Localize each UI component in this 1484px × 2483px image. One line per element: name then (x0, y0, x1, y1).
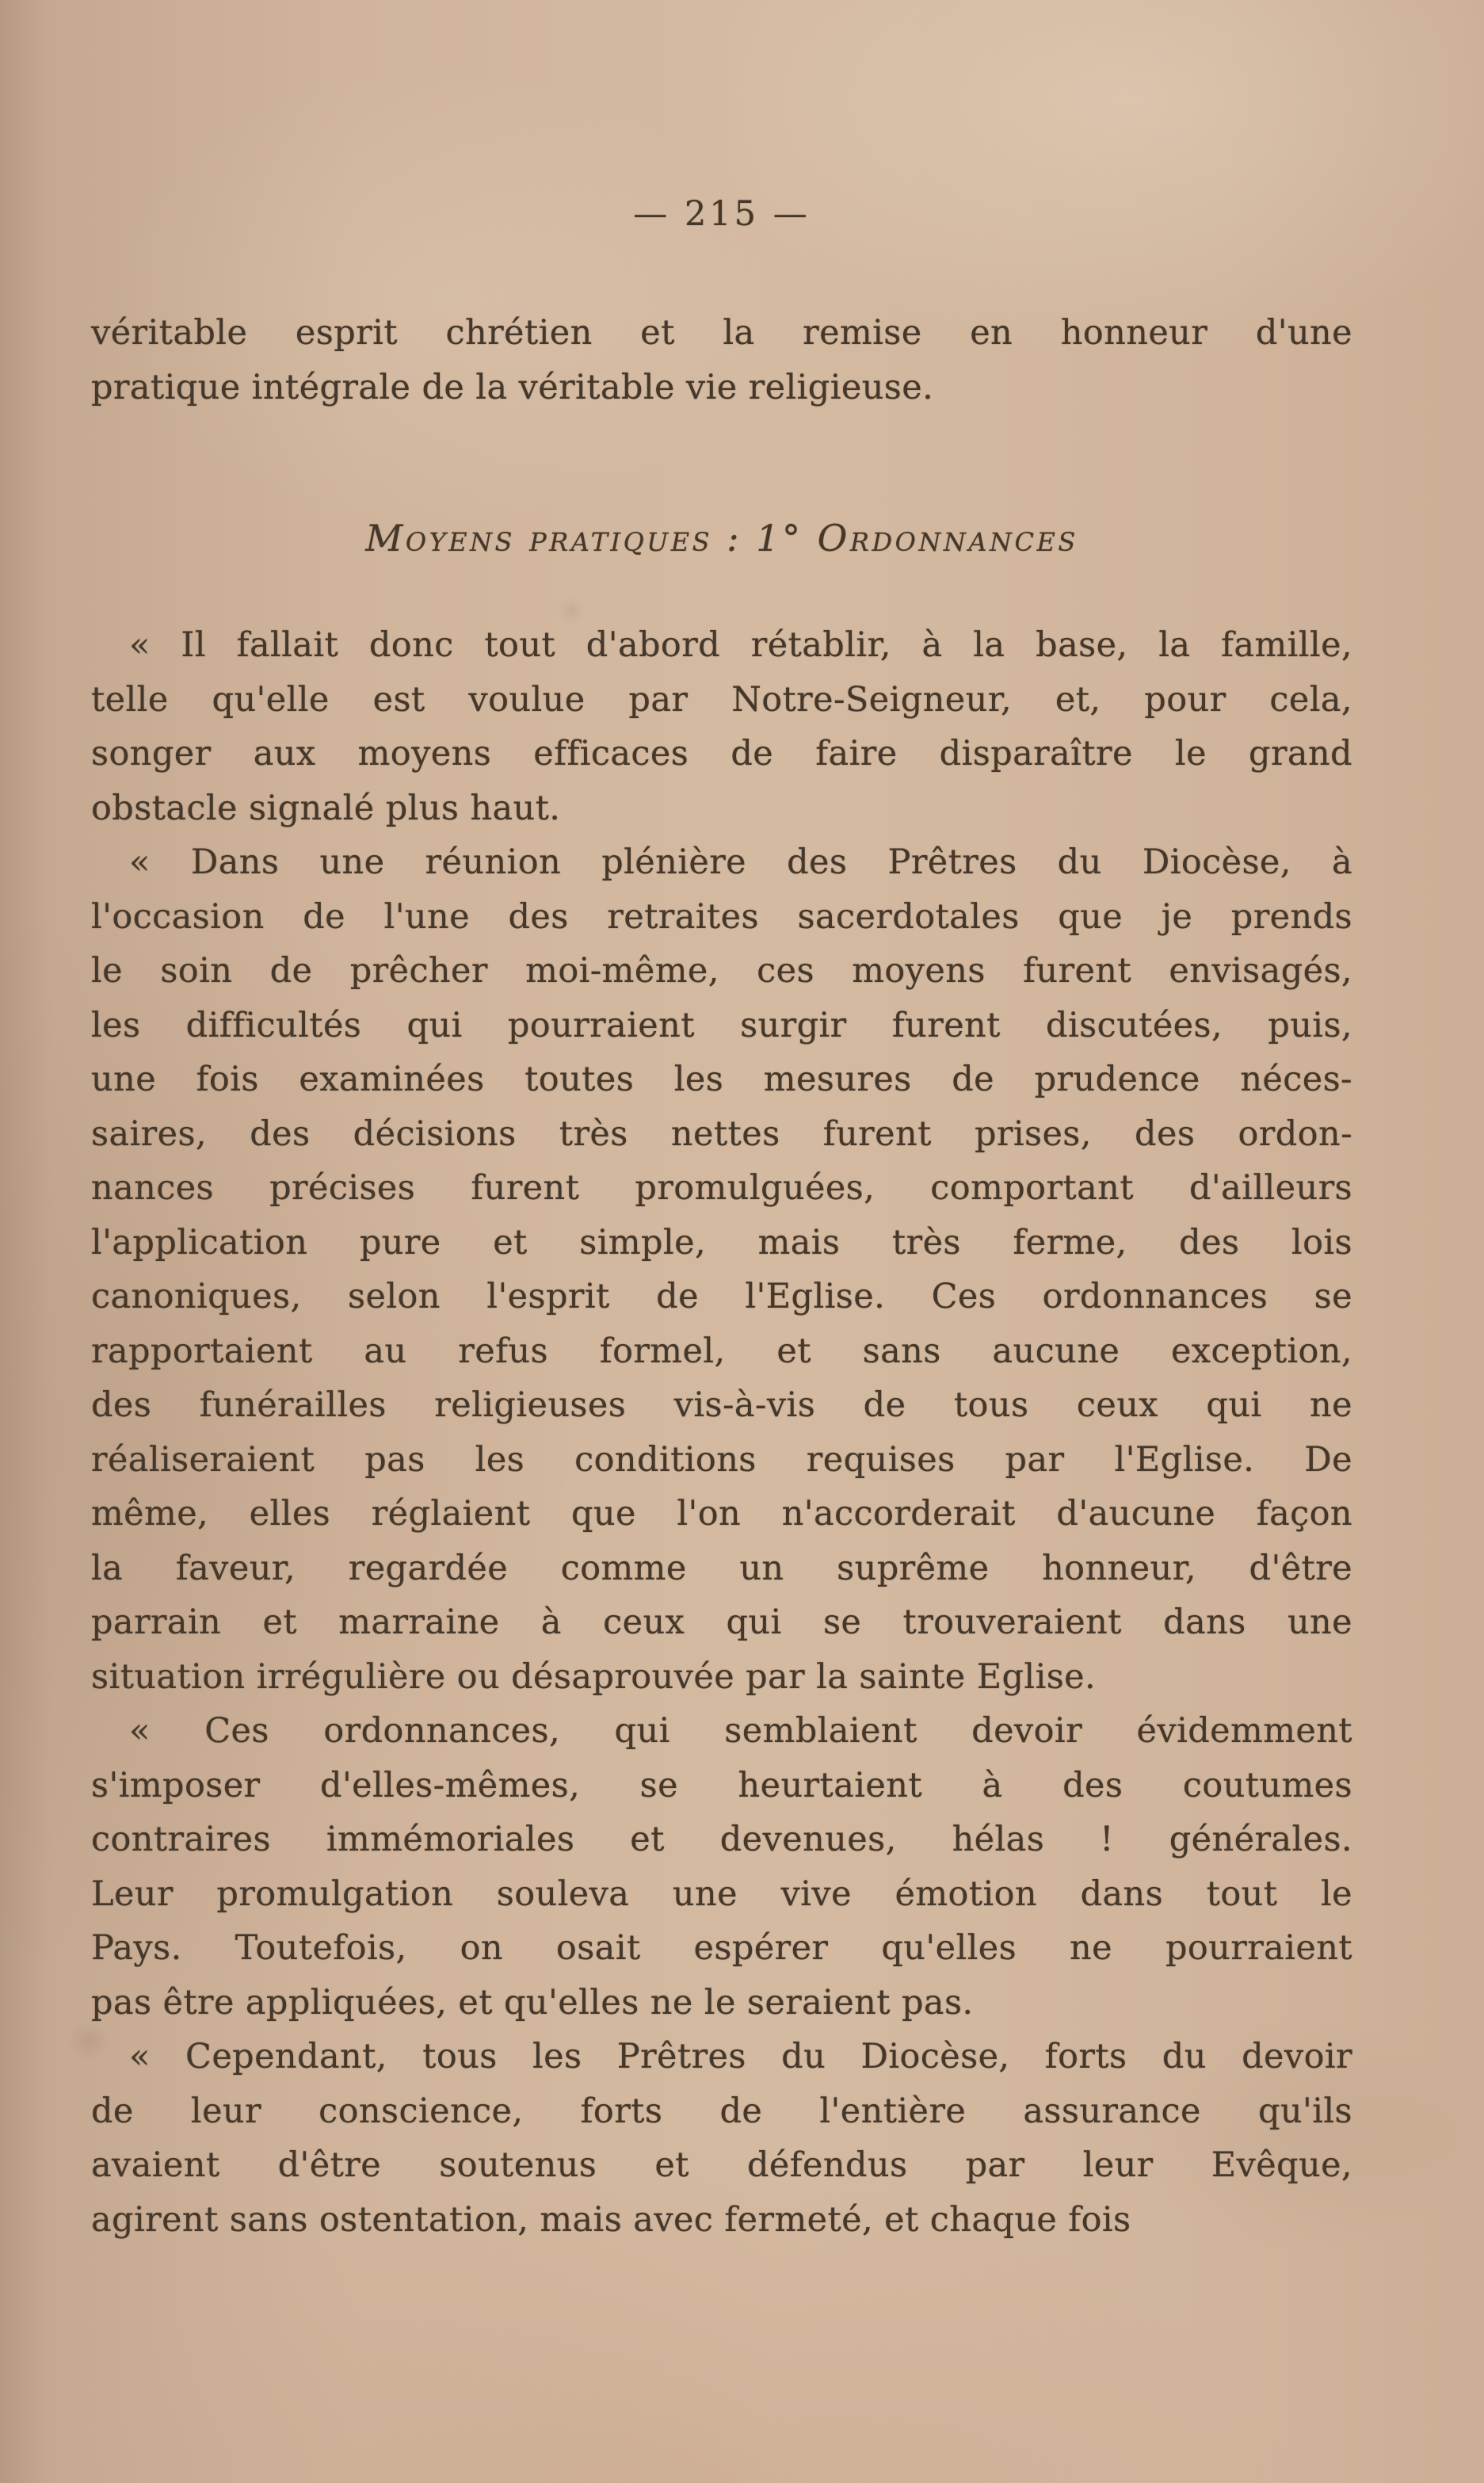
text-line: saires, des décisions très nettes furent prises, des ordon- (91, 1114, 1352, 1154)
text-line: avaient d'être soutenus et défendus par leur Evêque, (91, 2145, 1352, 2185)
text-line: le soin de prêcher moi-même, ces moyens furent envisagés, (91, 951, 1352, 991)
text-line: parrain et marraine à ceux qui se trouveraient dans une (91, 1602, 1352, 1642)
body-text (91, 306, 1352, 2247)
text-line: situation irrégulière ou désaprouvée par la sainte Eglise. (91, 1656, 1097, 1697)
paragraph (91, 835, 1352, 1704)
text-line: pas être appliquées, et qu'elles ne le seraient pas. (91, 1982, 974, 2023)
text-line: « Dans une réunion plénière des Prêtres du Diocèse, à (129, 842, 1352, 882)
text-line: l'application pure et simple, mais très ferme, des lois (91, 1222, 1352, 1263)
paragraph (91, 618, 1352, 835)
text-line: la faveur, regardée comme un suprême honneur, d'être (91, 1548, 1352, 1588)
text-line: obstacle signalé plus haut. (91, 788, 561, 828)
text-line: « Cependant, tous les Prêtres du Diocèse, forts du devoir (129, 2037, 1352, 2076)
text-line: telle qu'elle est voulue par Notre-Seigneur, et, pour cela, (91, 679, 1352, 720)
text-line: agirent sans ostentation, mais avec fermeté, et chaque fois (91, 2199, 1131, 2240)
paragraph (91, 306, 1352, 414)
text-line: une fois examinées toutes les mesures de prudence néces- (91, 1060, 1352, 1099)
text-line: Pays. Toutefois, on osait espérer qu'elles ne pourraient (91, 1928, 1352, 1968)
text-line: de leur conscience, forts de l'entière assurance qu'ils (91, 2091, 1352, 2131)
page-number: — 215 — (633, 194, 811, 234)
text-line: des funérailles religieuses vis-à-vis de tous ceux qui ne (91, 1385, 1352, 1425)
text-line: pratique intégrale de la véritable vie religieuse. (91, 367, 934, 407)
section-heading: Moyens pratiques : 1° Ordonnances (365, 517, 1078, 560)
text-line: même, elles réglaient que l'on n'accorderait d'aucune façon (91, 1494, 1352, 1534)
text-line: contraires immémoriales et devenues, hélas ! générales. (91, 1820, 1352, 1859)
paragraph (91, 2030, 1352, 2247)
paragraph (91, 1704, 1352, 2030)
text-line: l'occasion de l'une des retraites sacerdotales que je prends (91, 896, 1352, 937)
text-line: nances précises furent promulguées, comportant d'ailleurs (91, 1168, 1352, 1208)
text-line: songer aux moyens efficaces de faire disparaître le grand (91, 734, 1352, 774)
text-line: véritable esprit chrétien et la remise en honneur d'une (91, 313, 1352, 353)
text-line: canoniques, selon l'esprit de l'Eglise. Ces ordonnances se (91, 1277, 1352, 1316)
text-line: les difficultés qui pourraient surgir furent discutées, puis, (91, 1005, 1352, 1045)
text-line: réaliseraient pas les conditions requises par l'Eglise. De (91, 1439, 1352, 1480)
text-line: Leur promulgation souleva une vive émotion dans tout le (91, 1874, 1352, 1914)
text-column (91, 0, 1352, 2247)
text-line: s'imposer d'elles-mêmes, se heurtaient à des coutumes (91, 1765, 1352, 1805)
text-line: rapportaient au refus formel, et sans aucune exception, (91, 1331, 1352, 1371)
text-line: « Il fallait donc tout d'abord rétablir, à la base, la famille, (129, 625, 1352, 665)
text-line: « Ces ordonnances, qui semblaient devoir évidemment (129, 1711, 1352, 1751)
